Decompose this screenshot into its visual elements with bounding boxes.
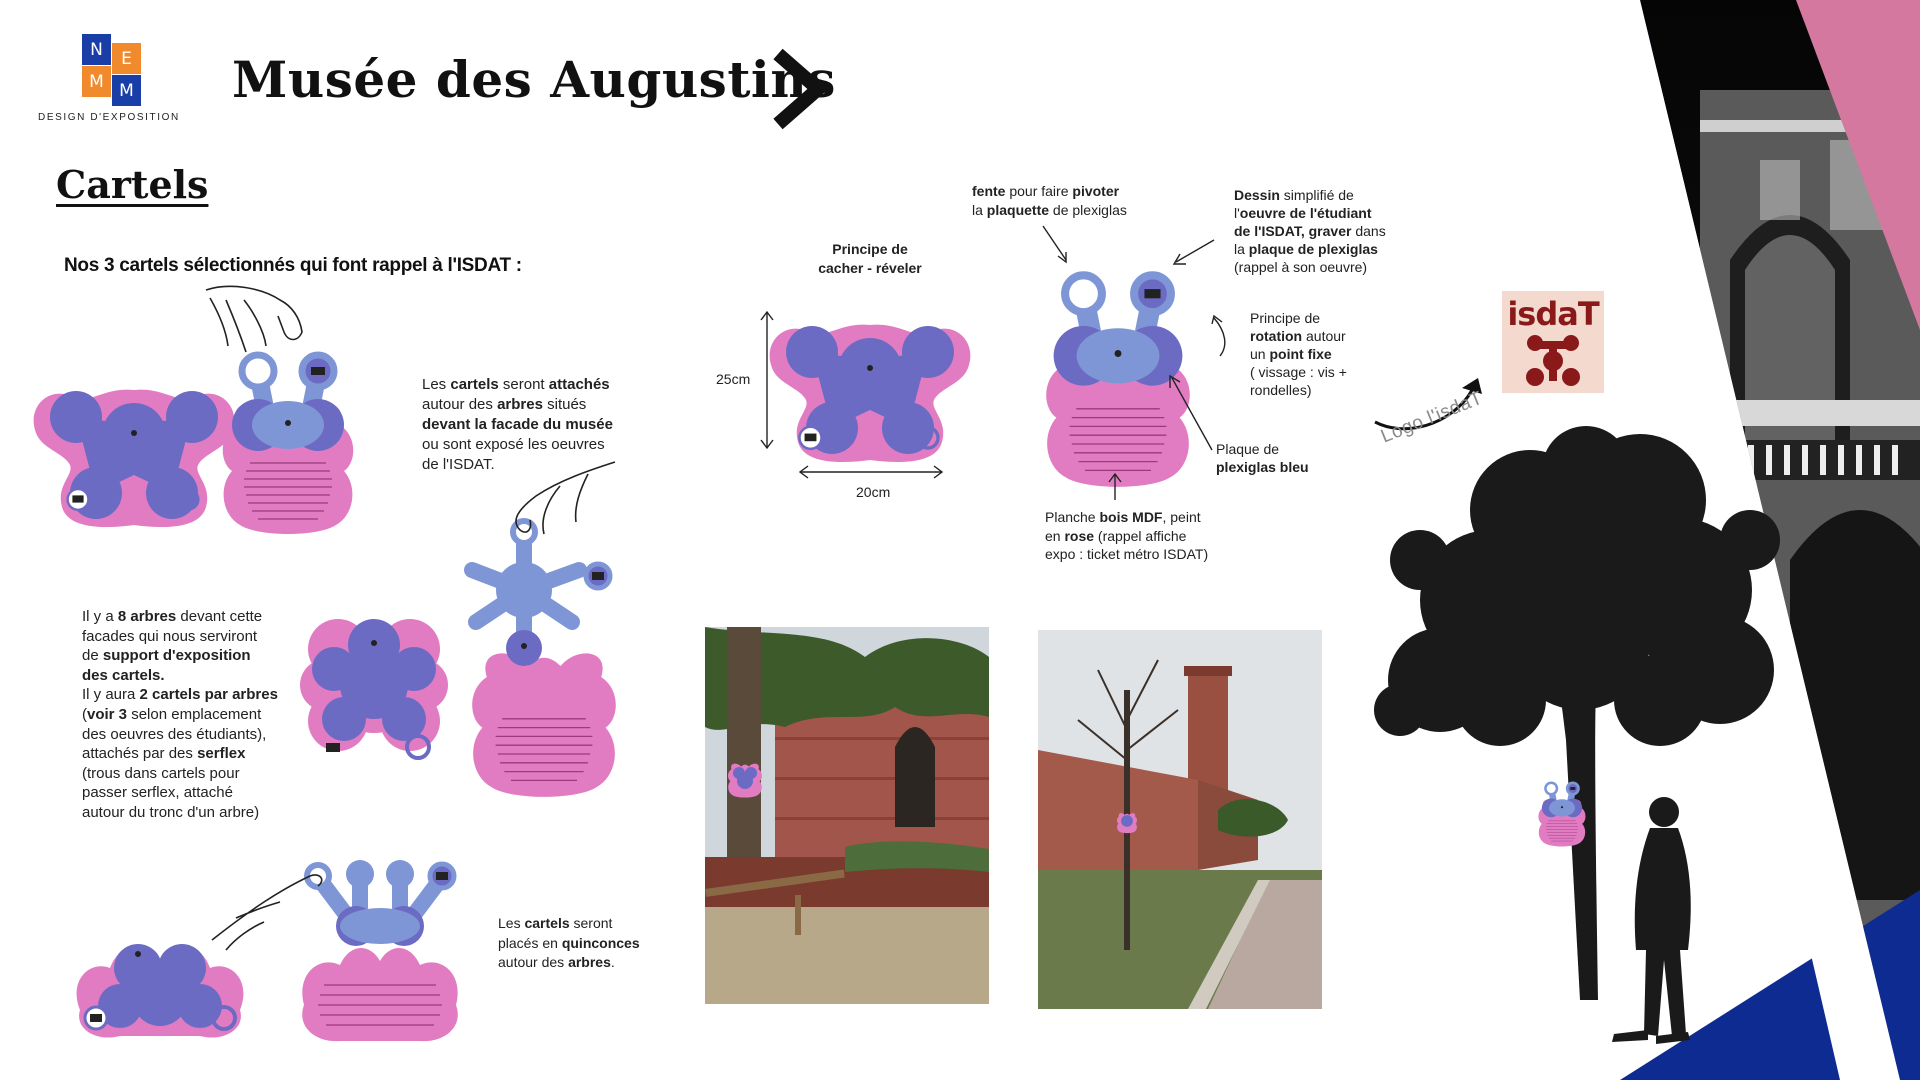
cartel-open-3	[302, 948, 458, 1041]
label-principle: Principe de cacher - réveler	[818, 241, 922, 276]
isdat-symbol-icon	[1524, 333, 1582, 389]
dimension-height	[761, 312, 773, 448]
logo-tagline: DESIGN D'EXPOSITION	[38, 112, 180, 123]
label-plexi: Plaque de plexiglas bleu	[1216, 441, 1309, 475]
logo-letter-e: E	[112, 43, 141, 74]
section-subtitle: Nos 3 cartels sélectionnés qui font rappel à l'ISDAT :	[64, 255, 522, 276]
plexi-exploded	[1054, 275, 1183, 385]
photo-courtyard-2	[1038, 630, 1322, 1009]
cartel-open-1	[223, 355, 354, 534]
cartel-closed-2	[300, 619, 448, 758]
isdat-caption: Logo l'isdaT	[1378, 387, 1486, 448]
cartel-closed-3	[77, 944, 244, 1038]
logo-letter-n: N	[82, 34, 111, 65]
section-title: Cartels	[56, 162, 209, 207]
photo-cartel-1	[723, 755, 767, 799]
tree-silhouette	[1374, 426, 1780, 1000]
photo-courtyard-1	[705, 627, 989, 1004]
hand-outline-1	[206, 286, 302, 352]
label-rotation: Principe de rotation autour un point fixe ( vissage : vis + rondelles)	[1250, 310, 1347, 398]
label-drawing: Dessin simplifié de l'oeuvre de l'étudiant de l'ISDAT, graver dans la plaque de plexiglas (rappel à son oeuvre)	[1234, 187, 1386, 275]
cartel-closed-1	[34, 390, 235, 527]
label-width: 20cm	[856, 484, 891, 500]
isdat-logo	[1502, 291, 1604, 393]
label-board: Planche bois MDF, peint en rose (rappel affiche expo : ticket métro ISDAT)	[1045, 509, 1209, 562]
isdat-logo-text: isdaT	[1507, 295, 1599, 333]
cartel-principle	[770, 325, 971, 462]
note-attach: Les cartels seront attachés autour des arbres situés devant la facade du musée ou sont exposé les oeuvres de l'ISDAT.	[422, 376, 613, 473]
photo-cartel-2	[1114, 808, 1140, 834]
label-slot: fente pour faire pivoter la plaquette de plexiglas	[972, 183, 1127, 218]
cartel-open-2	[472, 653, 616, 797]
note-trees: Il y a 8 arbres devant cette facades qui nous serviront de support d'exposition des cartels. Il y aura 2 cartels par arbres (voir 3 selon emplacement des oeuvres des étudiants), attachés par des serflex (trous dans cartels pour passer serflex, attaché autour du tronc d'un arbre)	[82, 608, 278, 821]
logo-letter-m2: M	[112, 75, 141, 106]
note-quinconce: Les cartels seront placés en quinconces autour des arbres.	[498, 915, 640, 970]
plexi-double-3	[307, 860, 454, 946]
dimension-width	[800, 466, 942, 478]
logo-letter-m1: M	[82, 66, 111, 97]
hand-outline-2	[516, 462, 615, 534]
plexi-flower-2	[472, 521, 610, 666]
hand-outline-3	[212, 875, 322, 950]
person-silhouette	[1612, 797, 1691, 1044]
tree-cartel	[1539, 783, 1586, 847]
label-height: 25cm	[716, 371, 751, 387]
page-title: Musée des Augustins	[232, 50, 836, 109]
